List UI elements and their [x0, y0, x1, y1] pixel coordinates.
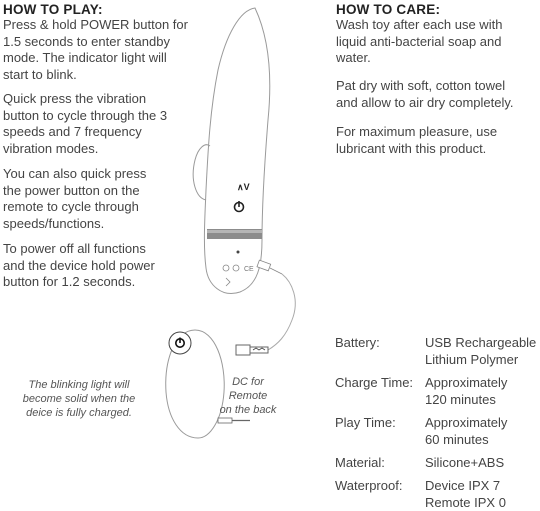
spec-value-material: Silicone+ABS: [425, 455, 505, 470]
remote-dc-plug-icon: [218, 418, 250, 423]
play-paragraph-2: Quick press the vibration button to cycle through the 3 speeds and 7 frequency vibration modes.: [3, 91, 168, 156]
spec-label-play-time: Play Time:: [335, 415, 396, 430]
play-paragraph-4: To power off all functions and the device hold power button for 1.2 seconds.: [3, 241, 155, 289]
indicator-light: [237, 251, 240, 254]
spec-value-play-time: Approximately 60 minutes: [425, 415, 508, 447]
care-paragraph-1: Wash toy after each use with liquid anti-bacterial soap and water.: [336, 17, 503, 65]
dc-remote-note: DC for Remote on the back: [219, 376, 277, 416]
spec-value-battery: USB Rechargeable Lithium Polymer: [425, 335, 537, 367]
play-paragraph-3: You can also quick press the power button on the remote to cycle through speeds/functions.: [3, 166, 147, 231]
spec-label-charge-time: Charge Time:: [335, 375, 414, 390]
dc-plug-icon: [257, 260, 282, 274]
usb-plug-icon: [236, 345, 268, 355]
spec-value-charge-time: Approximately 120 minutes: [425, 375, 508, 407]
remote-power-button: [169, 332, 191, 354]
spec-label-material: Material:: [335, 455, 385, 470]
device-body-outline: [204, 8, 269, 293]
spec-value-waterproof: Device IPX 7 Remote IPX 0: [425, 478, 506, 510]
spec-label-battery: Battery:: [335, 335, 380, 350]
play-paragraph-1: Press & hold POWER button for 1.5 seconds to enter standby mode. The indicator light will start to blink.: [3, 17, 188, 82]
how-to-play-heading: HOW TO PLAY:: [3, 2, 103, 17]
svg-text:CE: CE: [244, 266, 254, 273]
care-paragraph-2: Pat dry with soft, cotton towel and allow to air dry completely.: [336, 78, 514, 110]
svg-text:∧V: ∧V: [237, 182, 250, 192]
charging-cable: [268, 274, 295, 350]
care-paragraph-3: For maximum pleasure, use lubricant with this product.: [336, 124, 498, 156]
blinking-light-note: The blinking light will become solid when the deice is fully charged.: [22, 379, 136, 419]
spec-label-waterproof: Waterproof:: [335, 478, 403, 493]
vibration-icon: [237, 182, 250, 192]
how-to-care-heading: HOW TO CARE:: [336, 2, 441, 17]
